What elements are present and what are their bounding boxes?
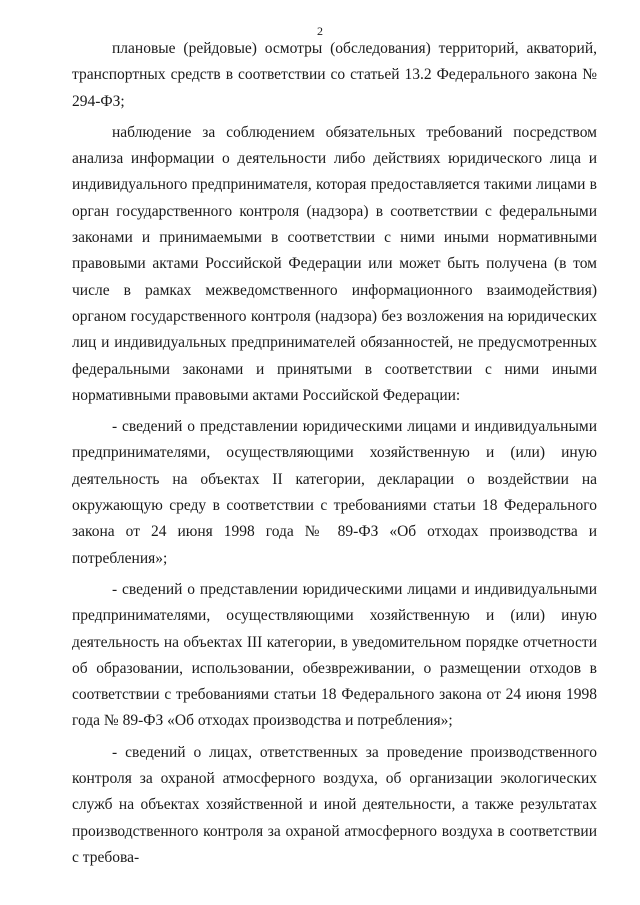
paragraph-category-iii: - сведений о представлении юридическими лицами и индивидуальными предпринимателями, осуществляющими хозяйственную и (или) иную деятельность на объектах III категории, в уведомительном порядке отчетности об образовании, использовании, обезвреживании, о размещении отходов в соответствии с требованиями статьи 18 Федерального закона от 24 июня 1998 года № 89-ФЗ «Об отходах производства и потребления»;	[72, 580, 597, 730]
paragraph-category-ii: - сведений о представлении юридическими лицами и индивидуальными предпринимателями, осуществляющими хозяйственную и (или) иную деятельность на объектах II категории, декларации о воздействии на окружающую среду в соответствии с требованиями статьи 18 Федерального закона от 24 июня 1998 года № 89-ФЗ «Об отходах производства и потребления»;	[72, 418, 597, 567]
paragraph-observation: наблюдение за соблюдением обязательных требований посредством анализа информации о деятельности либо действиях юридического лица и индивидуального предпринимателя, которая предоставляется такими лицами в орган государственного контроля (надзора) в соответствии с федеральными законами и принимаемыми в соответствии с ними иными нормативными правовыми актами Российской Федерации или может быть получена (в том числе в рамках межведомственного информационного взаимодействия) органом государственного контроля (надзора) без возложения на юридических лиц и индивидуальных предпринимателей обязанностей, не предусмотренных федеральными законами и принятыми в соответствии с ними иными нормативными правовыми актами Российской Федерации:	[72, 123, 597, 404]
document-body	[72, 36, 597, 871]
paragraph-air-control: - сведений о лицах, ответственных за проведение производственного контроля за охраной атмосферного воздуха, об организации экологических служб на объектах хозяйственной и иной деятельности, а также результатах производственного контроля за охраной атмосферного воздуха в соответствии с требова-	[72, 743, 597, 866]
page-number: 2	[317, 24, 323, 38]
paragraph-inspections: плановые (рейдовые) осмотры (обследования) территорий, акваторий, транспортных средств в соответствии со статьей 13.2 Федерального закона № 294-ФЗ;	[72, 40, 597, 110]
